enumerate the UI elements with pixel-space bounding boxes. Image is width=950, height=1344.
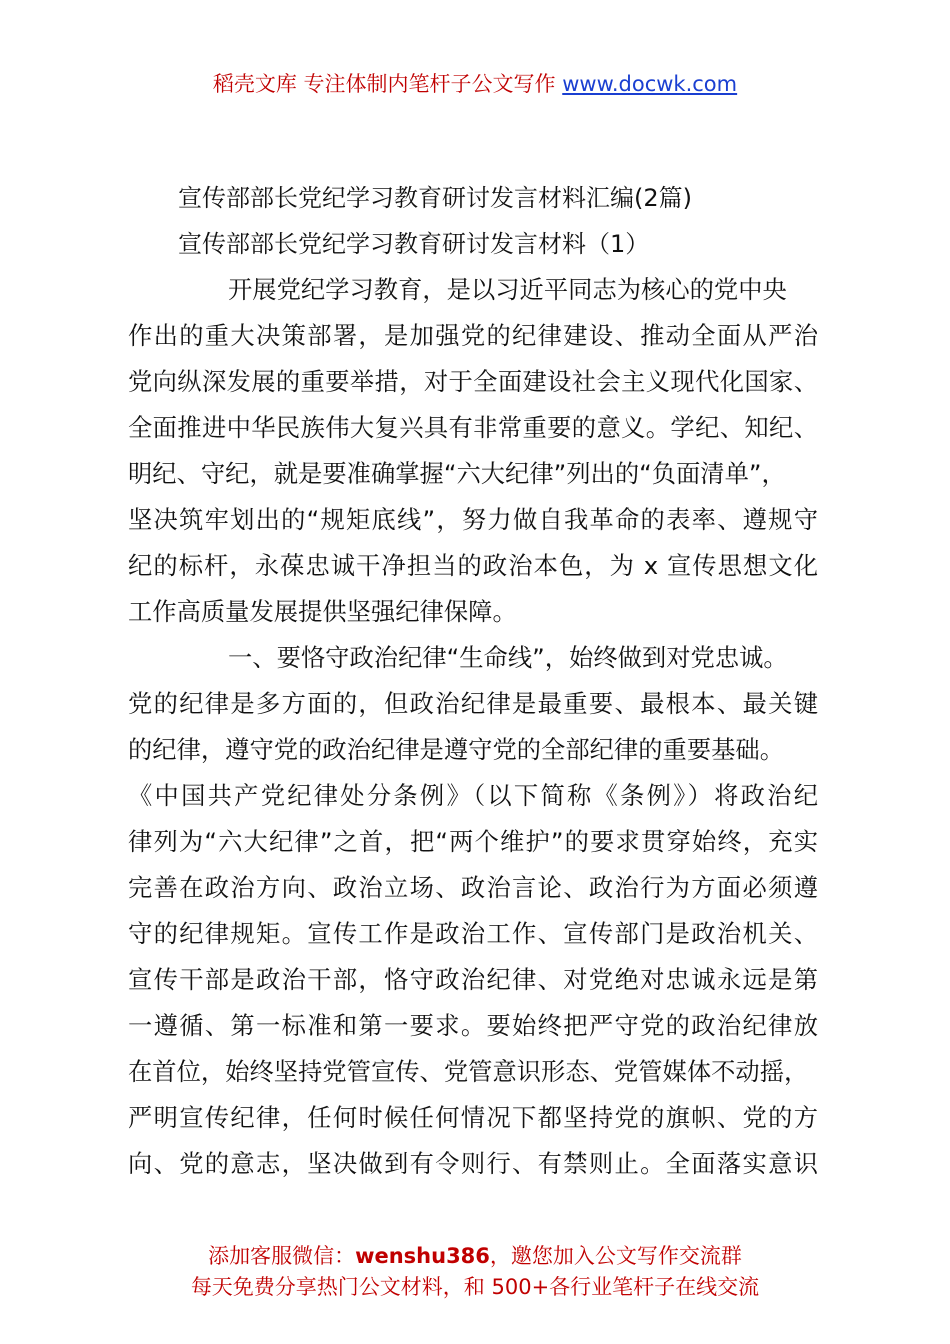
paragraph-line: 党的纪律是多方面的，但政治纪律是最重要、最根本、最关键: [128, 689, 818, 718]
paragraph-line: 开展党纪学习教育，是以习近平同志为核心的党中央: [228, 275, 787, 304]
paragraph-line: 宣传干部是政治干部，恪守政治纪律、对党绝对忠诚永远是第: [128, 965, 818, 994]
paragraph-line: 坚决筑牢划出的“规矩底线”，努力做自我革命的表率、遵规守: [128, 505, 818, 534]
paragraph-line: 《中国共产党纪律处分条例》（以下简称《条例》）将政治纪: [128, 781, 818, 810]
document-title: 宣传部部长党纪学习教育研讨发言材料汇编(2篇): [178, 184, 692, 212]
paragraph-line: 完善在政治方向、政治立场、政治言论、政治行为方面必须遵: [128, 873, 818, 902]
paragraph-line: 全面推进中华民族伟大复兴具有非常重要的意义。学纪、知纪、: [128, 413, 818, 442]
paragraph-line: 党向纵深发展的重要举措，对于全面建设社会主义现代化国家、: [128, 367, 818, 396]
paragraph-line: 明纪、守纪，就是要准确掌握“六大纪律”列出的“负面清单”，: [128, 459, 786, 488]
paragraph-line: 一遵循、第一标准和第一要求。要始终把严守党的政治纪律放: [128, 1011, 818, 1040]
footer-suffix: ，邀您加入公文写作交流群: [489, 1244, 742, 1268]
footer-promo-line: 每天免费分享热门公文材料，和 500+各行业笔杆子在线交流: [190, 1275, 760, 1299]
wechat-id: wenshu386: [355, 1244, 490, 1268]
paragraph-line: 在首位，始终坚持党管宣传、党管意识形态、党管媒体不动摇，: [128, 1057, 809, 1086]
paragraph-line: 律列为“六大纪律”之首，把“两个维护”的要求贯穿始终，充实: [128, 827, 818, 856]
footer-prefix: 添加客服微信：: [208, 1244, 356, 1268]
paragraph-line: 严明宣传纪律，任何时候任何情况下都坚持党的旗帜、党的方: [128, 1103, 818, 1132]
header-url-link[interactable]: www.docwk.com: [562, 72, 738, 96]
header-brand: 稻壳文库 专注体制内笔杆子公文写作: [212, 72, 556, 96]
paragraph-line: 纪的标杆，永葆忠诚干净担当的政治本色，为 x 宣传思想文化: [128, 551, 818, 580]
document-subtitle: 宣传部部长党纪学习教育研讨发言材料（1）: [178, 230, 650, 258]
watermark-header: [0, 68, 950, 98]
section-heading-line: 一、要恪守政治纪律“生命线”，始终做到对党忠诚。: [228, 643, 788, 672]
paragraph-line: 的纪律，遵守党的政治纪律是遵守党的全部纪律的重要基础。: [128, 735, 785, 764]
footer-contact-line: [0, 1240, 950, 1270]
paragraph-line: 守的纪律规矩。宣传工作是政治工作、宣传部门是政治机关、: [128, 919, 818, 948]
document-body: [128, 267, 818, 1187]
paragraph-line: 向、党的意志，坚决做到有令则行、有禁则止。全面落实意识: [128, 1149, 818, 1178]
paragraph-line: 工作高质量发展提供坚强纪律保障。: [128, 597, 517, 626]
paragraph-line: 作出的重大决策部署，是加强党的纪律建设、推动全面从严治: [128, 321, 818, 350]
